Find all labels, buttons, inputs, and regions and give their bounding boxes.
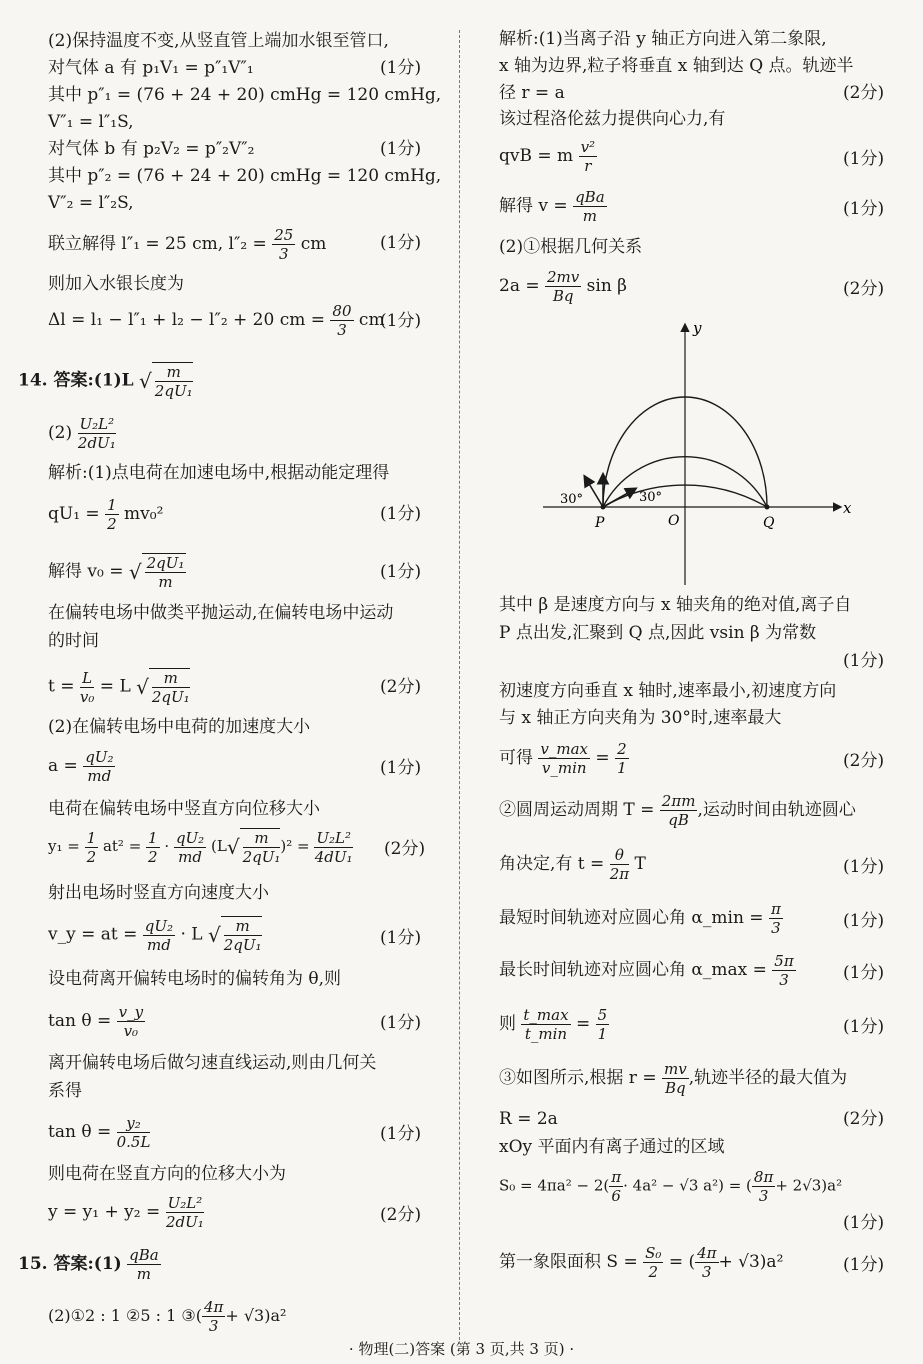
equation bbox=[48, 226, 326, 263]
eq-text: tan θ = bbox=[48, 1011, 112, 1031]
numerator: 2πm bbox=[661, 792, 696, 810]
denominator: md bbox=[147, 935, 171, 954]
eq-text: (L bbox=[210, 837, 227, 855]
right-line: R = 2a bbox=[499, 1109, 558, 1129]
score: (2分) bbox=[843, 279, 885, 299]
left-line: (2)在偏转电场中电荷的加速度大小 bbox=[48, 717, 311, 737]
denominator: qB bbox=[668, 811, 689, 829]
equation bbox=[48, 1003, 145, 1040]
numerator: qBa bbox=[129, 1246, 159, 1264]
denominator: 6 bbox=[611, 1187, 621, 1205]
numerator: m bbox=[224, 917, 262, 936]
denominator: md bbox=[87, 767, 112, 785]
right-line: P 点出发,汇聚到 Q 点,因此 vsin β 为常数 bbox=[499, 623, 817, 643]
equation: y₁ = $\frac{1}{2}$ at² = $\frac{1}{2}$ · $\frac{\text{qU₂}}{md}$ (L√ $\frac{m}{\text{2qU₁}}$ )² = $\frac{\text{U₂L²}}{\text{4dU₁}}$ bbox=[48, 828, 353, 866]
denominator: 2 bbox=[648, 1263, 659, 1281]
fraction bbox=[85, 829, 99, 866]
score: (2分) bbox=[380, 1205, 422, 1225]
eq-text: (2) bbox=[48, 423, 73, 443]
denominator: Bq bbox=[552, 287, 574, 305]
numerator: 1 bbox=[86, 828, 97, 847]
left-line: V″₂ = l″₂S, bbox=[48, 193, 134, 213]
equation bbox=[499, 952, 796, 989]
eq-text: (2)①2 : 1 ②5 : 1 ③( bbox=[48, 1306, 202, 1325]
eq-text: · bbox=[164, 837, 170, 855]
score: (2分) bbox=[384, 839, 426, 859]
numerator: 5 bbox=[597, 1006, 608, 1024]
denominator: v_min bbox=[541, 759, 587, 777]
left-line: 其中 p″₁ = (76 + 24 + 20) cmHg = 120 cmHg, bbox=[48, 85, 442, 105]
score: (2分) bbox=[843, 83, 885, 103]
numerator: L bbox=[80, 669, 95, 688]
equation: v_y = at = $\frac{\text{qU₂}}{md}$ · L √ $\frac{m}{\text{2qU₁}}$ bbox=[48, 916, 262, 954]
numerator: 8π bbox=[753, 1168, 774, 1186]
numerator: θ bbox=[610, 846, 629, 865]
fraction bbox=[643, 1244, 663, 1281]
fraction bbox=[78, 415, 117, 452]
denominator: 2qU₁ bbox=[242, 848, 281, 866]
eq-text: 联立解得 l″₁ = 25 cm, l″₂ = bbox=[48, 234, 267, 254]
numerator: 1 bbox=[148, 828, 158, 847]
denominator: 2qU₁ bbox=[154, 382, 193, 400]
eq-text: )² = bbox=[280, 837, 310, 855]
eq-text: qvB = m bbox=[499, 146, 574, 166]
equation: t = $\frac{L}{\text{v₀}}$ = L √ $\frac{m}{\text{2qU₁}}$ bbox=[48, 668, 190, 706]
eq-text: + 2√3)a² bbox=[775, 1176, 843, 1195]
right-line: 初速度方向垂直 x 轴时,速率最小,初速度方向 bbox=[499, 681, 837, 701]
right-line: xOy 平面内有离子通过的区域 bbox=[499, 1137, 725, 1157]
numerator: qBa bbox=[575, 188, 605, 206]
left-line: 系得 bbox=[48, 1081, 82, 1101]
denominator: 3 bbox=[758, 1187, 769, 1205]
right-line: 其中 β 是速度方向与 x 轴夹角的绝对值,离子自 bbox=[499, 595, 852, 615]
right-line: 解析:(1)当离子沿 y 轴正方向进入第二象限, bbox=[499, 29, 827, 49]
eq-text: y = y₁ + y₂ = bbox=[48, 1202, 161, 1222]
eq-text: v_y = at = bbox=[48, 924, 138, 945]
denominator: md bbox=[178, 847, 202, 866]
fraction bbox=[609, 1168, 623, 1205]
eq-text: = bbox=[595, 748, 610, 768]
numerator: 80 bbox=[332, 302, 352, 320]
score: (1分) bbox=[380, 1124, 422, 1144]
fraction bbox=[127, 1246, 161, 1283]
eq-text: at² = bbox=[102, 837, 142, 855]
eq-text: ②圆周运动周期 T = bbox=[499, 800, 655, 820]
score: (1分) bbox=[380, 1013, 422, 1033]
numerator: 2 bbox=[617, 740, 627, 758]
denominator: 3 bbox=[337, 321, 347, 339]
numerator: qU₂ bbox=[144, 916, 174, 935]
fraction bbox=[573, 188, 607, 225]
denominator: 3 bbox=[208, 1317, 219, 1335]
eq-text: 第一象限面积 S = bbox=[499, 1252, 638, 1272]
left-line: 对气体 a 有 p₁V₁ = p″₁V″₁ bbox=[48, 58, 254, 78]
eq-text: qU₁ = bbox=[48, 504, 100, 524]
equation bbox=[499, 740, 629, 777]
numerator: t_max bbox=[523, 1006, 569, 1024]
eq-text: 2a = bbox=[499, 276, 540, 296]
left-line: (2)保持温度不变,从竖直管上端加水银至管口, bbox=[48, 31, 389, 51]
equation bbox=[48, 748, 115, 785]
eq-text: ③如图所示,根据 r = bbox=[499, 1068, 657, 1088]
sqrt bbox=[221, 916, 262, 954]
equation: 解得 v₀ = √ $\frac{\text{2qU₁}}{m}$ bbox=[48, 554, 185, 591]
fraction bbox=[117, 1114, 151, 1151]
eq-text: mv₀² bbox=[124, 504, 164, 524]
right-line: x 轴为边界,粒子将垂直 x 轴到达 Q 点。轨迹半 bbox=[499, 56, 854, 76]
eq-text: S₀ = 4πa² − 2( bbox=[499, 1176, 610, 1195]
eq-text: 最短时间轨迹对应圆心角 α_min = bbox=[499, 908, 764, 928]
right-line: (2)①根据几何关系 bbox=[499, 237, 643, 257]
fraction bbox=[579, 138, 598, 175]
denominator: t_min bbox=[524, 1025, 568, 1043]
denominator: 2dU₁ bbox=[166, 1213, 204, 1231]
numerator: v_max bbox=[540, 740, 589, 758]
right-line: 径 r = a bbox=[499, 83, 565, 103]
left-line: 射出电场时竖直方向速度大小 bbox=[48, 883, 269, 903]
denominator: 3 bbox=[779, 971, 789, 989]
denominator: 3 bbox=[702, 1263, 712, 1281]
eq-text: = L bbox=[99, 676, 131, 697]
eq-text: Δl = l₁ − l″₁ + l₂ − l″₂ + 20 cm = bbox=[48, 310, 326, 330]
denominator: 2π bbox=[609, 865, 630, 883]
eq-text: cm bbox=[358, 310, 385, 330]
velocity-left bbox=[585, 477, 603, 507]
eq-text: 14. 答案:(1)L bbox=[18, 370, 134, 391]
eq-text: = ( bbox=[668, 1252, 696, 1272]
denominator: 1 bbox=[597, 1025, 608, 1043]
denominator: 4dU₁ bbox=[314, 847, 353, 866]
fraction bbox=[772, 952, 795, 989]
score: (1分) bbox=[843, 1255, 885, 1275]
eq-text: ,运动时间由轨迹圆心 bbox=[697, 800, 856, 820]
denominator: 2qU₁ bbox=[223, 936, 262, 954]
eq-text: 则 bbox=[499, 1014, 516, 1034]
numerator: v_y bbox=[118, 1003, 144, 1021]
numerator: 5π bbox=[774, 952, 794, 970]
fraction bbox=[146, 829, 160, 866]
numerator: 4π bbox=[697, 1244, 717, 1262]
fraction bbox=[660, 792, 698, 829]
denominator: 2qU₁ bbox=[151, 688, 190, 706]
page-footer: · 物理(二)答案 (第 3 页,共 3 页) · bbox=[348, 1340, 575, 1358]
fraction bbox=[83, 748, 115, 785]
equation bbox=[48, 1194, 204, 1231]
numerator: 1 bbox=[107, 496, 117, 514]
eq-text: · 4a² − √3 a²) = ( bbox=[623, 1176, 752, 1195]
fraction bbox=[143, 917, 175, 954]
answer-14-2 bbox=[48, 415, 116, 452]
fraction bbox=[117, 1003, 145, 1040]
score: (1分) bbox=[380, 139, 422, 159]
fraction bbox=[545, 268, 581, 305]
eq-text: a = bbox=[48, 756, 78, 776]
score: (1分) bbox=[843, 911, 885, 931]
left-line: 则加入水银长度为 bbox=[48, 274, 184, 294]
score: (1分) bbox=[380, 58, 422, 78]
left-line: 对气体 b 有 p₂V₂ = p″₂V″₂ bbox=[48, 139, 255, 159]
equation bbox=[499, 1006, 609, 1043]
left-line: 电荷在偏转电场中竖直方向位移大小 bbox=[48, 799, 320, 819]
numerator: U₂L² bbox=[316, 828, 351, 847]
eq-text: t = bbox=[48, 676, 75, 697]
fraction bbox=[80, 669, 95, 706]
denominator: 0.5L bbox=[116, 1133, 151, 1151]
equation bbox=[499, 268, 627, 305]
numerator: S₀ bbox=[645, 1244, 662, 1262]
score: (2分) bbox=[380, 677, 422, 697]
fraction bbox=[538, 740, 590, 777]
answer-15 bbox=[18, 1246, 161, 1283]
label-x: x bbox=[843, 499, 852, 517]
left-line: 在偏转电场中做类平抛运动,在偏转电场中运动 bbox=[48, 603, 394, 623]
label-q: Q bbox=[763, 515, 775, 531]
fraction bbox=[174, 829, 206, 866]
left-line: 的时间 bbox=[48, 631, 99, 651]
eq-text: + √3)a² bbox=[225, 1306, 287, 1325]
eq-text: · L bbox=[180, 924, 203, 945]
answer-14: 14. 答案:(1)L √ $\frac{m}{\text{2qU₁}}$ bbox=[18, 363, 193, 400]
sqrt bbox=[240, 828, 281, 866]
eq-text: 解得 v₀ = bbox=[48, 561, 124, 582]
fraction bbox=[105, 496, 119, 533]
denominator: m bbox=[136, 1265, 151, 1283]
equation bbox=[48, 302, 385, 339]
numerator: v² bbox=[580, 138, 596, 156]
score: (1分) bbox=[380, 562, 422, 582]
eq-text: T bbox=[634, 854, 646, 874]
score: (1分) bbox=[843, 199, 885, 219]
score: (1分) bbox=[843, 149, 885, 169]
score: (1分) bbox=[380, 233, 422, 253]
eq-text: ,轨迹半径的最大值为 bbox=[688, 1068, 848, 1088]
fraction bbox=[521, 1006, 570, 1043]
score: (1分) bbox=[843, 857, 885, 877]
numerator: qU₂ bbox=[175, 828, 205, 847]
left-line: 设电荷离开偏转电场时的偏转角为 θ,则 bbox=[48, 969, 342, 989]
point-p bbox=[601, 505, 606, 510]
numerator: π bbox=[770, 900, 781, 918]
equation bbox=[48, 496, 163, 533]
equation bbox=[499, 846, 646, 883]
eq-text: cm bbox=[300, 234, 327, 254]
denominator: v₀ bbox=[79, 687, 95, 706]
numerator: mv bbox=[664, 1060, 687, 1078]
numerator: y₂ bbox=[117, 1114, 151, 1133]
equation bbox=[499, 792, 856, 829]
fraction bbox=[202, 1298, 225, 1335]
equation bbox=[499, 1244, 783, 1281]
right-line: 与 x 轴正方向夹角为 30°时,速率最大 bbox=[499, 708, 782, 728]
equation bbox=[499, 1168, 842, 1205]
denominator: 2dU₁ bbox=[77, 434, 116, 452]
label-o: O bbox=[668, 513, 680, 529]
eq-text: 15. 答案:(1) bbox=[18, 1254, 122, 1274]
denominator: 2 bbox=[86, 847, 97, 866]
label-y: y bbox=[693, 319, 702, 337]
denominator: m bbox=[582, 207, 597, 225]
label-angle-left: 30° bbox=[560, 492, 584, 507]
fraction bbox=[752, 1168, 775, 1205]
trajectory-figure bbox=[535, 315, 855, 590]
denominator: r bbox=[584, 157, 592, 175]
denominator: v₀ bbox=[123, 1022, 139, 1040]
numerator: m bbox=[152, 669, 190, 688]
fraction bbox=[610, 846, 629, 883]
score: (1分) bbox=[380, 758, 422, 778]
left-line: 其中 p″₂ = (76 + 24 + 20) cmHg = 120 cmHg, bbox=[48, 166, 442, 186]
numerator: 25 bbox=[274, 226, 294, 244]
fraction bbox=[615, 740, 629, 777]
left-line: 则电荷在竖直方向的位移大小为 bbox=[48, 1164, 286, 1184]
eq-text: 解得 v = bbox=[499, 196, 568, 216]
numerator: qU₂ bbox=[85, 748, 114, 766]
eq-text: 可得 bbox=[499, 748, 533, 768]
fraction bbox=[695, 1244, 718, 1281]
fraction bbox=[330, 302, 353, 339]
numerator: π bbox=[611, 1168, 622, 1186]
eq-text: + √3)a² bbox=[718, 1252, 784, 1272]
denominator: 1 bbox=[617, 759, 627, 777]
sqrt bbox=[142, 553, 187, 591]
point-q bbox=[765, 505, 770, 510]
sqrt bbox=[152, 362, 193, 400]
numerator: m bbox=[243, 829, 281, 848]
left-line: 解析:(1)点电荷在加速电场中,根据动能定理得 bbox=[48, 463, 390, 483]
denominator: 2 bbox=[107, 515, 117, 533]
column-separator bbox=[459, 30, 460, 1340]
eq-text: = bbox=[575, 1014, 591, 1034]
numerator: U₂L² bbox=[167, 1194, 203, 1212]
denominator: Bq bbox=[665, 1079, 686, 1097]
numerator: 2qU₁ bbox=[146, 554, 185, 572]
fraction bbox=[166, 1194, 205, 1231]
right-line: 该过程洛伦兹力提供向心力,有 bbox=[499, 109, 726, 129]
left-line: V″₁ = l″₁S, bbox=[48, 112, 134, 132]
eq-text: tan θ = bbox=[48, 1122, 112, 1142]
eq-text: 角决定,有 t = bbox=[499, 854, 605, 874]
denominator: 2 bbox=[148, 847, 158, 866]
score: (2分) bbox=[843, 1109, 885, 1129]
label-angle-right: 30° bbox=[639, 490, 663, 505]
score: (1分) bbox=[843, 1017, 885, 1037]
score: (1分) bbox=[843, 1213, 885, 1233]
numerator: 4π bbox=[203, 1298, 224, 1316]
label-p: P bbox=[595, 515, 605, 531]
equation bbox=[499, 900, 783, 937]
fraction bbox=[769, 900, 783, 937]
equation bbox=[499, 138, 597, 175]
denominator: m bbox=[158, 573, 173, 591]
denominator: 3 bbox=[771, 919, 781, 937]
eq-text: sin β bbox=[586, 276, 628, 296]
fraction bbox=[596, 1006, 610, 1043]
fraction bbox=[272, 226, 295, 263]
score: (1分) bbox=[380, 311, 422, 331]
eq-text: y₁ = bbox=[48, 837, 80, 855]
equation bbox=[48, 1114, 150, 1151]
numerator: U₂L² bbox=[79, 415, 115, 433]
score: (1分) bbox=[380, 504, 422, 524]
numerator: m bbox=[155, 363, 193, 382]
numerator: 2mv bbox=[547, 268, 580, 286]
equation bbox=[499, 188, 607, 225]
left-line: 离开偏转电场后做匀速直线运动,则由几何关 bbox=[48, 1053, 377, 1073]
sqrt bbox=[149, 668, 190, 706]
score: (1分) bbox=[380, 928, 422, 948]
score: (1分) bbox=[843, 651, 885, 671]
denominator: 3 bbox=[278, 245, 289, 263]
score: (1分) bbox=[843, 963, 885, 983]
equation bbox=[499, 1060, 847, 1097]
fraction bbox=[662, 1060, 689, 1097]
fraction bbox=[314, 829, 353, 866]
answer-15-2 bbox=[48, 1298, 286, 1335]
score: (2分) bbox=[843, 751, 885, 771]
eq-text: 最长时间轨迹对应圆心角 α_max = bbox=[499, 960, 767, 980]
